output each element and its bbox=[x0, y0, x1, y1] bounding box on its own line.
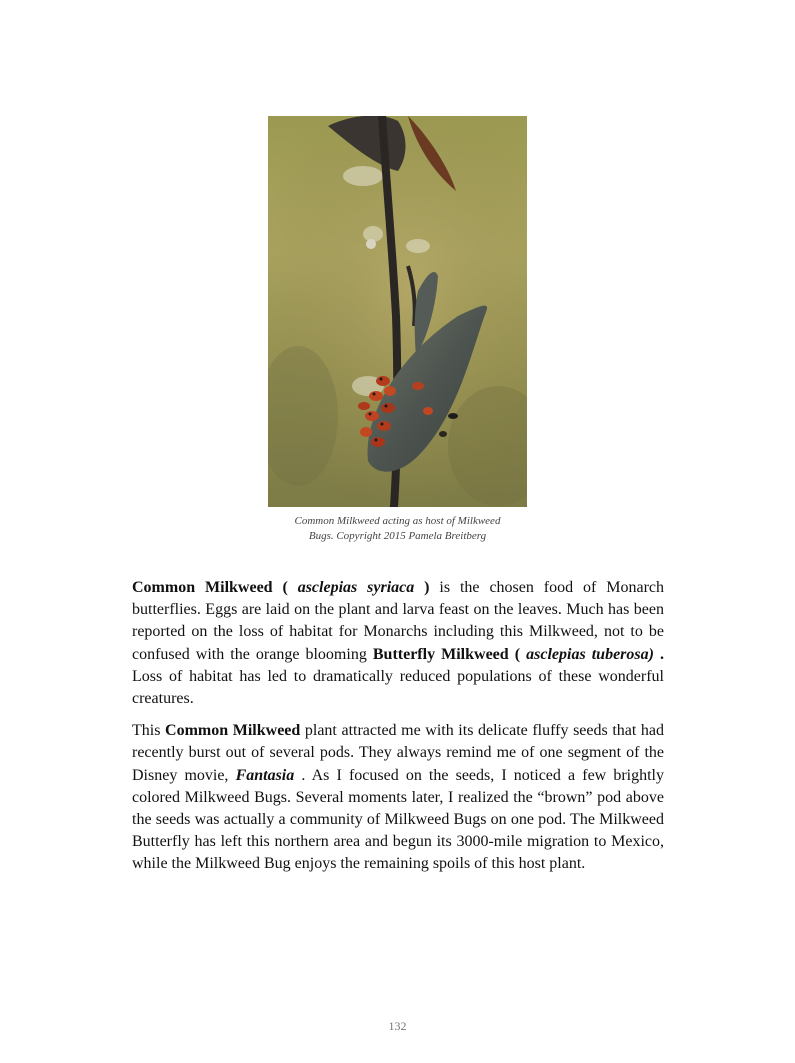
paragraph-2-text: plant attracted me with its delicate fluffy seeds that had recently burst out of several pods. They always remind me of one segment of the Disney movie, bbox=[132, 722, 664, 784]
paragraph-1-text-end: Loss of habitat has led to dramatically reduced populations of these wonderful creatures. bbox=[132, 667, 664, 708]
paragraph-2 bbox=[132, 720, 664, 875]
paragraph-1 bbox=[132, 577, 664, 710]
movie-title-fantasia: Fantasia bbox=[235, 766, 295, 784]
article-body bbox=[132, 577, 664, 886]
common-milkweed-term-2: Common Milkweed bbox=[165, 722, 301, 740]
paren-open-2: ( bbox=[508, 645, 527, 663]
common-milkweed-term: Common Milkweed bbox=[132, 579, 273, 596]
figure-caption bbox=[262, 514, 533, 544]
page-number: 132 bbox=[388, 1019, 407, 1033]
paragraph-2-start: This bbox=[132, 722, 166, 740]
paren-open: ( bbox=[272, 579, 298, 596]
species-name-syriaca: asclepias syriaca bbox=[297, 579, 415, 596]
paragraph-2-text-end: . As I focused on the seeds, I noticed a few brightly colored Milkweed Bugs. Several moments later, I realized the “brown” pod above the seeds was actually a community of Milkweed Bugs on one pod. The Milkweed Butterfly has left this northern area and begun its 3000-mile migration to Mexico, while the Milkweed Bug enjoys the remaining spoils of this host plant. bbox=[132, 766, 665, 873]
period-bold: . bbox=[653, 645, 665, 663]
species-name-tuberosa: asclepias tuberosa) bbox=[526, 645, 654, 663]
butterfly-milkweed-term: Butterfly Milkweed bbox=[372, 645, 509, 663]
caption-line-1: Common Milkweed acting as host of Milkweed bbox=[294, 515, 501, 527]
paragraph-1-text: is the chosen food of Monarch butterflies. Eggs are laid on the plant and larva feast on the leaves. Much has been reported on the loss of habitat for Monarchs including this Milkweed, not to be confused with the orange blooming bbox=[132, 579, 664, 663]
paren-close: ) bbox=[414, 579, 440, 596]
caption-line-2: Bugs. Copyright 2015 Pamela Breitberg bbox=[308, 530, 487, 542]
milkweed-photo bbox=[268, 116, 527, 507]
